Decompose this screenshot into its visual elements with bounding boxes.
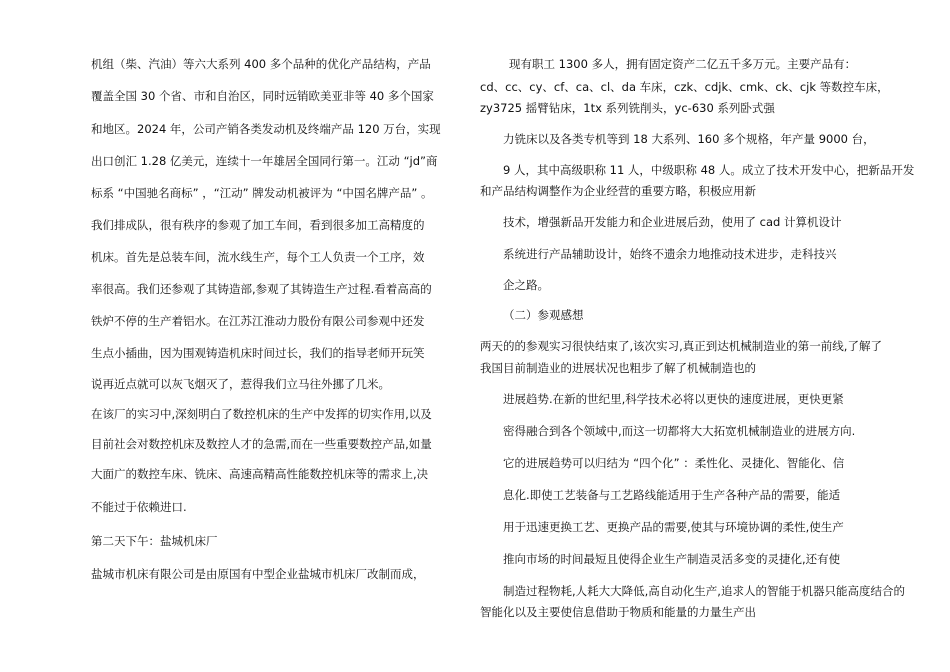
text-line: 大面广的数控车床、铣床、高速高精高性能数控机床等的需求上,决: [91, 467, 429, 481]
text-line: 密得融合到各个领域中,而这一切都将大大拓宽机械制造业的进展方向.: [503, 424, 856, 438]
text-line: 我们排成队，很有秩序的参观了加工车间，看到很多加工高精度的: [91, 218, 425, 232]
text-line: 出口创汇 1.28 亿美元，连续十一年雄居全国同行第一。江动 “jd”商: [91, 154, 438, 168]
text-line: 它的进展趋势可以归结为 “四个化” ：柔性化、灵捷化、智能化、信: [503, 456, 845, 470]
text-line: zy3725 摇臂钻床，1tx 系列铣削头，yc-630 系列卧式强: [480, 101, 775, 115]
text-line: 和地区。2024 年，公司产销各类发动机及终端产品 120 万台，实现: [91, 122, 441, 136]
text-line: 和产品结构调整作为企业经营的重要方略，积极应用新: [480, 184, 756, 198]
text-line: 进展趋势.在新的世纪里,科学技术必将以更快的速度进展，更快更紧: [503, 392, 844, 406]
text-line: 现有职工 1300 多人，拥有固定资产二亿五千多万元。主要产品有：: [509, 57, 857, 71]
text-line: 目前社会对数控机床及数控人才的急需,而在一些重要数控产品,如量: [91, 437, 432, 451]
section-heading: （二）参观感想: [503, 308, 584, 322]
text-line: 覆盖全国 30 个省、市和自治区，同时远销欧美亚非等 40 多个国家: [91, 89, 434, 103]
text-line: 智能化以及主要使信息借助于物质和能量的力量生产出: [480, 605, 756, 619]
text-line: 率很高。我们还参观了其铸造部,参观了其铸造生产过程.看着高高的: [91, 282, 432, 296]
text-line: cd、cc、cy、cf、ca、cl、da 车床，czk、cdjk、cmk、ck、cjk 等数控车床，: [480, 80, 889, 94]
section-heading: 第二天下午：盐城机床厂: [91, 534, 218, 548]
text-line: 生点小插曲，因为围观铸造机床时间过长，我们的指导老师开玩笑: [91, 346, 425, 360]
text-line: 制造过程物耗,人耗大大降低,高自动化生产,追求人的智能于机器只能高度结合的: [503, 584, 905, 598]
text-line: 标系 “中国驰名商标” ，“江动” 牌发动机被评为 “中国名牌产品” 。: [91, 186, 433, 200]
text-line: 息化.即使工艺装备与工艺路线能适用于生产各种产品的需要，能适: [503, 488, 841, 502]
text-line: 机床。首先是总装车间，流水线生产，每个工人负责一个工序，效: [91, 250, 425, 264]
text-line: 技术，增强新品开发能力和企业进展后劲，使用了 cad 计算机设计: [503, 215, 842, 229]
text-line: 推向市场的时间最短且使得企业生产制造灵活多变的灵捷化,还有使: [503, 552, 841, 566]
text-line: 两天的的参观实习很快结束了,该次实习,真正到达机械制造业的第一前线,了解了: [480, 339, 882, 353]
text-line: 不能过于依赖进口.: [91, 500, 187, 514]
text-line: 力铣床以及各类专机等到 18 大系列、160 多个规格，年产量 9000 台，: [503, 132, 875, 146]
text-line: 盐城市机床有限公司是由原国有中型企业盐城市机床厂改制而成，: [91, 567, 425, 581]
text-line: 用于迅速更换工艺、更换产品的需要,使其与环境协调的柔性,使生产: [503, 520, 844, 534]
text-line: 我国目前制造业的进展状况也粗步了解了机械制造也的: [480, 361, 756, 375]
text-line: 系统进行产品辅助设计，始终不遗余力地推动技术进步，走科技兴: [503, 247, 837, 261]
text-line: 在该厂的实习中,深刻明白了数控机床的生产中发挥的切实作用,以及: [91, 407, 432, 421]
text-line: 机组（柴、汽油）等六大系列 400 多个品种的优化产品结构，产品: [91, 57, 431, 71]
text-line: 企之路。: [503, 278, 549, 292]
text-line: 9 人，其中高级职称 11 人，中级职称 48 人。成立了技术开发中心，把新品开发: [503, 163, 915, 177]
text-line: 说再近点就可以灰飞烟灭了，惹得我们立马往外挪了几米。: [91, 377, 390, 391]
text-line: 铁炉不停的生产着铝水。在江苏江淮动力股份有限公司参观中还发: [91, 314, 425, 328]
